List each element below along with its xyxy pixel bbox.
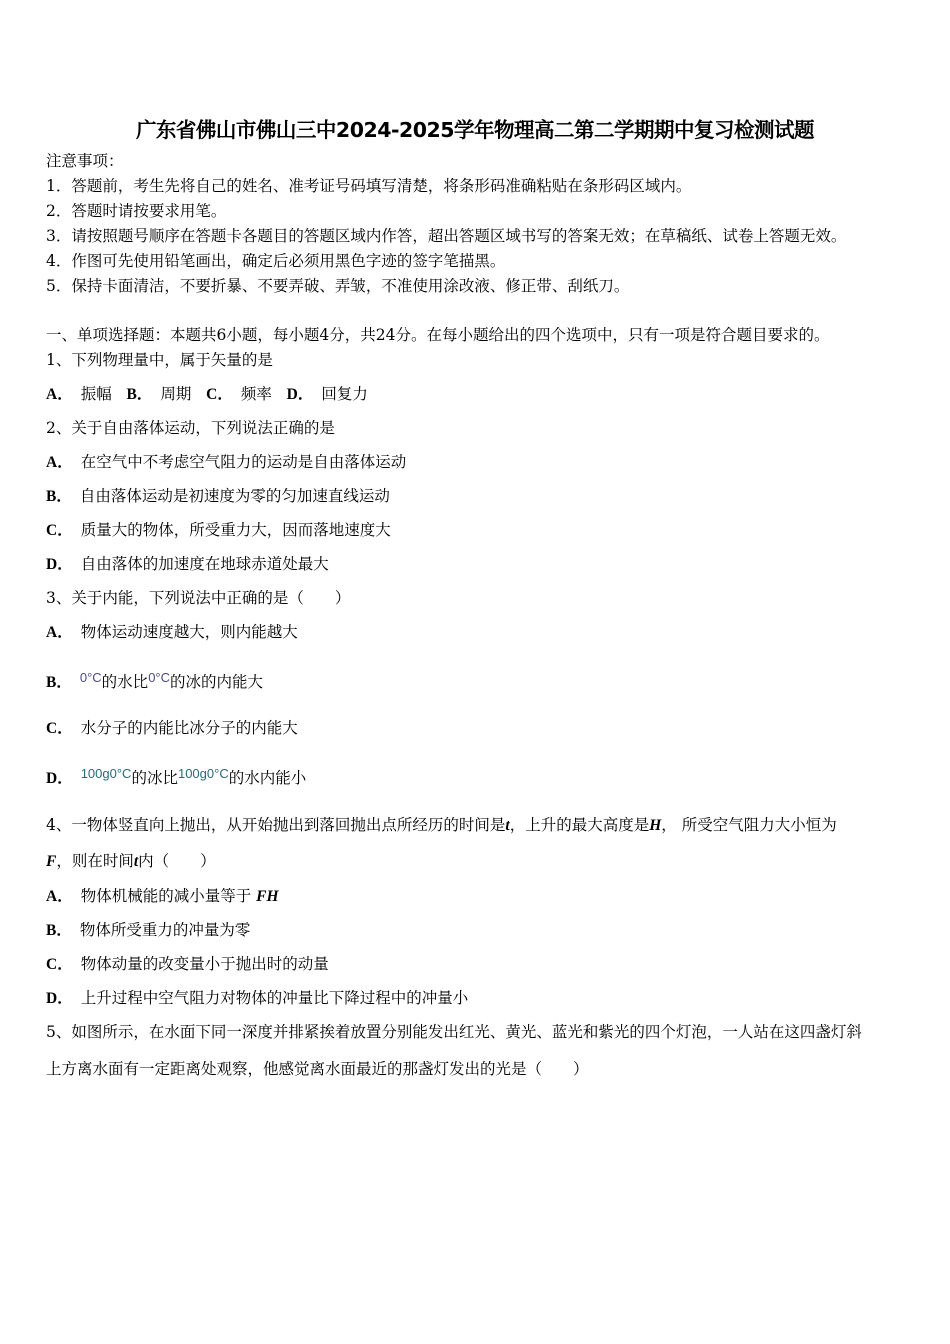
option-text: 水分子的内能比冰分子的内能大	[80, 719, 298, 737]
text: ， 所受空气阻力大小恒为	[661, 816, 837, 834]
option-label: C．	[206, 386, 233, 403]
section-heading: 一、单项选择题：本题共6小题，每小题4分，共24分。在每小题给出的四个选项中，只有一项是符合题目要求的。	[46, 326, 830, 344]
formula: 0°C	[79, 670, 102, 685]
math-t: t	[133, 853, 139, 870]
text: ，上升的最大高度是	[509, 816, 650, 834]
option	[46, 554, 329, 575]
option	[46, 520, 391, 541]
option-text: 自由落体的加速度在地球赤道处最大	[80, 555, 329, 573]
formula: 0°C	[148, 670, 171, 685]
note-item: 3．请按照题号顺序在答题卡各题目的答题区域内作答，超出答题区域书写的答案无效；在草稿纸、试卷上答题无效。	[46, 227, 847, 245]
option-label: B．	[46, 674, 72, 691]
math-t: t	[505, 817, 510, 834]
option	[46, 764, 306, 789]
option-label: C．	[46, 956, 73, 973]
option	[46, 920, 250, 941]
option-text: 回复力	[321, 385, 368, 403]
formula: 100g0°C	[177, 766, 229, 781]
option-text: 自由落体运动是初速度为零的匀加速直线运动	[79, 487, 390, 505]
option-text: 质量大的物体，所受重力大，因而落地速度大	[80, 521, 391, 539]
math-FH: FH	[256, 888, 279, 905]
question-5-stem-line1: 5、如图所示，在水面下同一深度并排紧挨着放置分别能发出红光、黄光、蓝光和紫光的四个灯泡，一人站在这四盏灯斜	[46, 1023, 862, 1041]
option-text: 在空气中不考虑空气阻力的运动是自由落体运动	[80, 453, 407, 471]
option	[46, 452, 406, 473]
option	[46, 988, 468, 1009]
math-H: H	[649, 817, 662, 834]
note-item: 2．答题时请按要求用笔。	[46, 202, 227, 220]
option-text: 物体运动速度越大，则内能越大	[80, 623, 298, 641]
option-label: B．	[126, 386, 153, 403]
note-item: 4．作图可先使用铅笔画出，确定后必须用黑色字迹的签字笔描黑。	[46, 252, 506, 270]
text: 内（ ）	[138, 852, 216, 870]
option-text: 物体机械能的减小量等于	[80, 887, 252, 905]
option-text: 的水比	[101, 673, 149, 691]
option	[46, 668, 263, 693]
option-text: 周期	[160, 385, 192, 403]
option-text: 物体动量的改变量小于抛出时的动量	[80, 955, 329, 973]
option-text: 振幅	[80, 385, 112, 403]
question-4-stem-line2	[46, 851, 216, 872]
option-text: 的冰比	[131, 769, 178, 787]
option	[46, 954, 329, 975]
question-5-stem-line2: 上方离水面有一定距离处观察，他感觉离水面最近的那盏灯发出的光是（ ）	[46, 1060, 589, 1078]
option-text: 物体所受重力的冲量为零	[79, 921, 251, 939]
note-item: 5．保持卡面清洁，不要折暴、不要弄破、弄皱，不准使用涂改液、修正带、刮纸刀。	[46, 277, 630, 295]
page-title: 广东省佛山市佛山三中2024-2025学年物理高二第二学期期中复习检测试题	[135, 118, 815, 142]
notes-heading: 注意事项：	[46, 152, 124, 170]
option	[46, 486, 390, 507]
question-1-options	[46, 384, 368, 405]
option	[46, 886, 279, 907]
option-label: A．	[46, 888, 73, 905]
text: 4、一物体竖直向上抛出，从开始抛出到落回抛出点所经历的时间是	[46, 816, 506, 834]
option-label: D．	[46, 556, 73, 573]
option-label: C．	[46, 522, 73, 539]
option-text: 频率	[240, 385, 272, 403]
option	[46, 718, 298, 739]
option-label: D．	[286, 386, 314, 403]
question-1-stem: 1、下列物理量中，属于矢量的是	[46, 351, 273, 369]
option	[46, 622, 298, 643]
option-label: A．	[46, 454, 73, 471]
option-text: 的水内能小	[228, 769, 307, 787]
option-label: D．	[46, 990, 73, 1007]
option-text: 的冰的内能大	[170, 673, 264, 691]
option-text: 上升过程中空气阻力对物体的冲量比下降过程中的冲量小	[80, 989, 469, 1007]
option-label: B．	[46, 922, 72, 939]
option-label: A．	[46, 386, 73, 403]
question-4-stem-line1	[46, 815, 837, 836]
option-label: A．	[46, 624, 73, 641]
formula: 100g0°C	[80, 766, 132, 781]
math-F: F	[46, 853, 57, 870]
option-label: C．	[46, 720, 73, 737]
text: ，则在时间	[56, 852, 134, 870]
question-2-stem: 2、关于自由落体运动，下列说法正确的是	[46, 419, 335, 437]
question-3-stem: 3、关于内能，下列说法中正确的是（ ）	[46, 589, 351, 607]
option-label: D．	[46, 770, 73, 787]
option-label: B．	[46, 488, 72, 505]
note-item: 1．答题前，考生先将自己的姓名、准考证号码填写清楚，将条形码准确粘贴在条形码区域内。	[46, 177, 692, 195]
